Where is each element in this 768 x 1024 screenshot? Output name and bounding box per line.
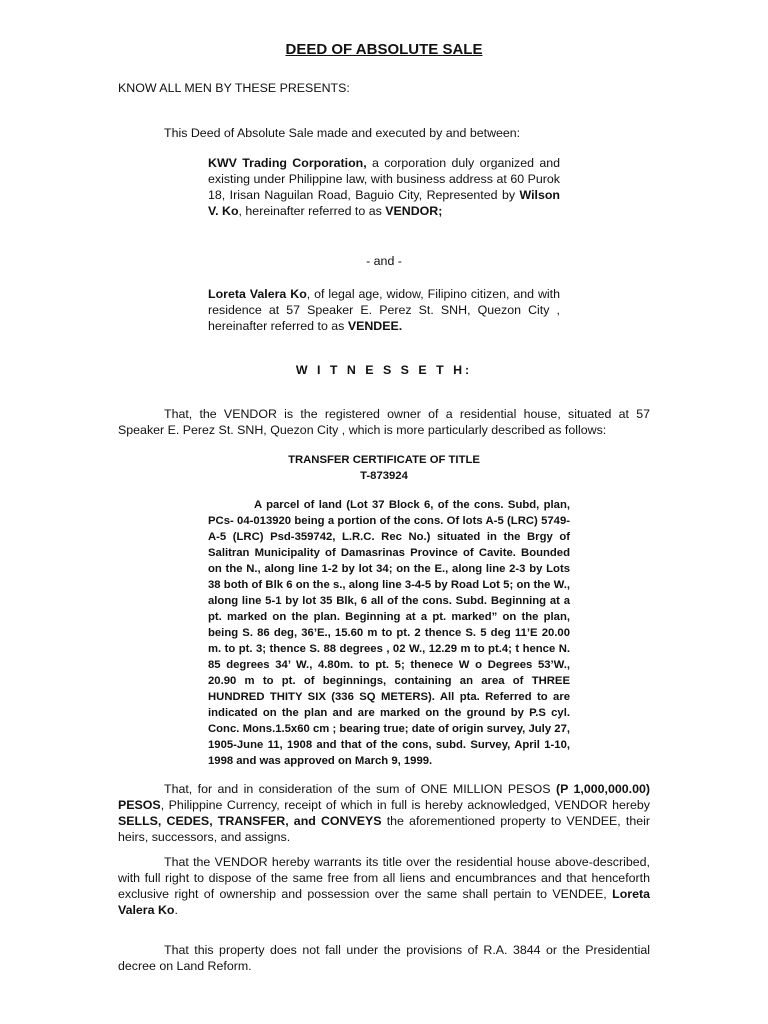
consideration-text-1: That, for and in consideration of the sum of ONE MILLION PESOS: [164, 782, 556, 796]
document-title: DEED OF ABSOLUTE SALE: [285, 41, 483, 58]
vendor-label: VENDOR;: [385, 204, 443, 218]
land-description: A parcel of land (Lot 37 Block 6, of the cons. Subd, plan, PCs- 04-013920 being a portion of the cons. Of lots A-5 (LRC) 5749-A-5 (LRC) Psd-359742, L.R.C. Rec No.) situated in the Brgy of Salitran Municipality of Damasrinas Province of Cavite. Bounded on the N., along line 1-2 by lot 34; on the E., along line 2-3 by Lots 38 both of Blk 6 on the s., along line 3-4-5 by Road Lot 5; on the W., along line 5-1 by lot 35 Blk, 6 all of the cons. Subd. Beginning at a pt. marked on the plan. Beginning at a pt. marked” on the plan, being S. 86 deg, 36’E., 15.60 m to pt. 2 thence S. 5 deg 11’E 20.00 m. to pt. 3; thence S. 88 degrees , 02 W., 12.29 m to pt.4; t hence N. 85 degrees 34’ W., 4.80m. to pt. 5; thenece W o Degrees 53’W., 20.90 m to pt. of beginnings, containing an area of THREE HUNDRED THITY SIX (336 SQ METERS). All pta. Referred to are indicated on the plan and are marked on the ground by P.S cyl. Conc. Mons.1.5x60 cm ; bearing true; date of origin survey, July 27, 1905-June 11, 1908 and that of the cons, subd. Survey, April 1-10, 1998 and was approved on March 9, 1999.: [208, 499, 570, 767]
consideration-amount: (P 1,000,000.00) PESOS: [118, 782, 650, 812]
land-reform-paragraph: That this property does not fall under the provisions of R.A. 3844 or the Presidential decree on Land Reform.: [118, 943, 650, 973]
ownership-paragraph: That, the VENDOR is the registered owner of a residential house, situated at 57 Speaker E. Perez St. SNH, Quezon City , which is more particularly described as follows:: [118, 407, 650, 437]
intro-paragraph: This Deed of Absolute Sale made and executed by and between:: [164, 126, 521, 140]
consideration-paragraph: [118, 781, 650, 845]
conveyance-verbs: SELLS, CEDES, TRANSFER, and CONVEYS: [118, 814, 382, 828]
vendee-label: VENDEE.: [347, 319, 403, 333]
warranty-vendee-name: Loreta Valera Ko: [118, 887, 650, 917]
vendee-text: , of legal age, widow, Filipino citizen, and with residence at 57 Speaker E. Perez St. SNH, Quezon City , hereinafter referred to as: [208, 287, 560, 333]
vendor-text-1: a corporation duly organized and existing under Philippine law, with business address at 60 Purok 18, Irisan Naguilan Road, Baguio City, Represented by: [208, 156, 560, 202]
witnesseth-heading: W I T N E S S E T H:: [295, 363, 473, 377]
warranty-paragraph: [118, 854, 650, 918]
warranty-text-1: That the VENDOR hereby warrants its title over the residential house above-described, with full right to dispose of the same free from all liens and encumbrances and that henceforth exclusive right of ownership and possession over the same shall pertain to VENDEE,: [118, 855, 650, 901]
warranty-text-2: .: [174, 903, 178, 917]
vendee-paragraph: [208, 286, 560, 334]
and-separator: - and -: [366, 254, 402, 268]
know-all-line: KNOW ALL MEN BY THESE PRESENTS:: [118, 81, 350, 95]
consideration-text-2: , Philippine Currency, receipt of which in full is hereby acknowledged, VENDOR hereby: [160, 798, 650, 812]
vendor-representative: Wilson V. Ko: [208, 188, 560, 218]
vendor-paragraph: [208, 155, 560, 219]
tct-heading: TRANSFER CERTIFICATE OF TITLE: [288, 454, 480, 466]
vendor-name: KWV Trading Corporation,: [208, 156, 367, 170]
vendee-name: Loreta Valera Ko: [208, 287, 307, 301]
vendor-text-2: , hereinafter referred to as: [238, 204, 386, 218]
tct-number: T-873924: [360, 470, 408, 482]
consideration-text-3: the aforementioned property to VENDEE, their heirs, successors, and assigns.: [118, 814, 650, 844]
